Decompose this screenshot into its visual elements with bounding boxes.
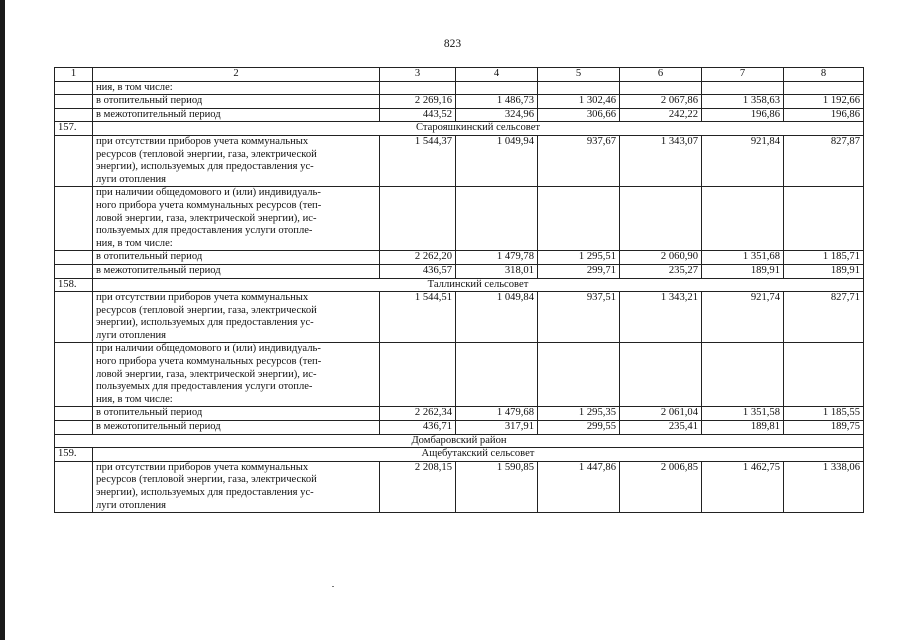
value-cell: 1 486,73 [456,95,538,109]
description-line: ния, в том числе: [96,237,173,249]
row-number [55,343,93,407]
description-line: при отсутствии приборов учета коммунальных [96,292,309,304]
value-cell [784,187,864,251]
row-number [55,292,93,343]
column-number-6: 6 [620,68,702,82]
table-row [55,448,864,462]
value-cell: 1 544,51 [380,292,456,343]
value-cell [784,81,864,95]
section-title: Таллинский сельсовет [93,278,864,292]
table-row [55,251,864,265]
value-cell: 1 351,68 [702,251,784,265]
row-description [93,264,380,278]
value-cell: 921,74 [702,292,784,343]
value-cell: 189,91 [784,264,864,278]
column-number-7: 7 [702,68,784,82]
description-line: луги отопления [96,499,167,511]
table-row [55,292,864,343]
scan-edge-bar [0,0,5,640]
row-description [93,461,380,512]
description-line: ловой энергии, газа, электрической энергии), ис- [96,368,317,380]
value-cell: 1 295,35 [538,407,620,421]
table-row [55,407,864,421]
table-row [55,95,864,109]
row-description [93,81,380,95]
row-description [93,343,380,407]
value-cell: 1 462,75 [702,461,784,512]
section-title: Старояшкинский сельсовет [93,122,864,136]
description-line: энергии), используемых для предоставления ус- [96,487,314,498]
row-description [93,421,380,435]
section-number: 157. [55,122,93,136]
value-cell: 1 302,46 [538,95,620,109]
value-cell: 1 049,84 [456,292,538,343]
value-cell: 436,71 [380,421,456,435]
description-line: при отсутствии приборов учета коммунальных [96,461,309,473]
value-cell: 2 006,85 [620,461,702,512]
value-cell [456,81,538,95]
value-cell: 1 351,58 [702,407,784,421]
description-line: в межотопительный период [96,264,221,276]
district-title: Домбаровский район [55,434,864,448]
row-description [93,407,380,421]
value-cell: 196,86 [702,108,784,122]
value-cell: 827,87 [784,135,864,186]
row-number [55,187,93,251]
value-cell: 1 479,68 [456,407,538,421]
value-cell: 1 358,63 [702,95,784,109]
table-row [55,278,864,292]
column-number-4: 4 [456,68,538,82]
row-number [55,407,93,421]
value-cell: 242,22 [620,108,702,122]
column-number-5: 5 [538,68,620,82]
value-cell [702,81,784,95]
value-cell: 443,52 [380,108,456,122]
description-line: ния, в том числе: [96,81,173,93]
value-cell: 1 544,37 [380,135,456,186]
table-row [55,81,864,95]
section-number: 159. [55,448,93,462]
table-row [55,187,864,251]
value-cell: 299,71 [538,264,620,278]
table-row [55,434,864,448]
row-number [55,108,93,122]
value-cell: 189,81 [702,421,784,435]
value-cell: 235,41 [620,421,702,435]
value-cell: 436,57 [380,264,456,278]
row-description [93,108,380,122]
description-line: в отопительный период [96,251,203,263]
table-row [55,421,864,435]
section-title: Ащебутакский сельсовет [93,448,864,462]
description-line: в межотопительный период [96,108,221,120]
value-cell: 937,51 [538,292,620,343]
column-number-2: 2 [93,68,380,82]
row-description [93,292,380,343]
row-description [93,251,380,265]
row-number [55,421,93,435]
row-description [93,95,380,109]
description-line: при наличии общедомового и (или) индивидуаль- [96,343,321,355]
value-cell: 2 262,34 [380,407,456,421]
section-number: 158. [55,278,93,292]
value-cell: 1 338,06 [784,461,864,512]
description-line: при наличии общедомового и (или) индивидуаль- [96,187,321,199]
value-cell: 937,67 [538,135,620,186]
value-cell: 1 185,55 [784,407,864,421]
table-row [55,461,864,512]
value-cell [620,187,702,251]
value-cell: 1 343,21 [620,292,702,343]
description-line: ловой энергии, газа, электрической энергии), ис- [96,212,317,224]
description-line: луги отопления [96,329,167,341]
table-row [55,343,864,407]
value-cell: 317,91 [456,421,538,435]
row-number [55,251,93,265]
value-cell: 1 479,78 [456,251,538,265]
value-cell: 318,01 [456,264,538,278]
value-cell: 1 192,66 [784,95,864,109]
value-cell: 2 262,20 [380,251,456,265]
value-cell: 1 185,71 [784,251,864,265]
value-cell: 921,84 [702,135,784,186]
table-row [55,108,864,122]
value-cell [380,343,456,407]
value-cell [456,343,538,407]
value-cell: 324,96 [456,108,538,122]
description-line: ресурсов (тепловой энергии, газа, электрической [96,474,317,486]
value-cell [538,187,620,251]
row-number [55,81,93,95]
value-cell: 827,71 [784,292,864,343]
value-cell: 2 208,15 [380,461,456,512]
row-description [93,187,380,251]
description-line: пользуемых для предоставления услуги отопле- [96,381,313,393]
description-line: луги отопления [96,173,167,185]
value-cell: 189,75 [784,421,864,435]
row-number [55,135,93,186]
page-number: 823 [443,38,462,50]
description-line: ного прибора учета коммунальных ресурсов (теп- [96,199,322,211]
value-cell [380,187,456,251]
value-cell: 2 269,16 [380,95,456,109]
value-cell: 1 295,51 [538,251,620,265]
table-row [55,264,864,278]
value-cell [620,81,702,95]
description-line: при отсутствии приборов учета коммунальных [96,135,309,147]
column-number-3: 3 [380,68,456,82]
value-cell [702,187,784,251]
value-cell [702,343,784,407]
column-number-1: 1 [55,68,93,82]
value-cell: 2 060,90 [620,251,702,265]
value-cell [538,81,620,95]
value-cell [380,81,456,95]
description-line: ресурсов (тепловой энергии, газа, электрической [96,304,317,316]
value-cell: 196,86 [784,108,864,122]
value-cell: 1 447,86 [538,461,620,512]
value-cell: 189,91 [702,264,784,278]
description-line: в отопительный период [96,407,203,419]
description-line: в межотопительный период [96,421,221,433]
description-line: ного прибора учета коммунальных ресурсов (теп- [96,356,322,368]
table-row [55,122,864,136]
value-cell [620,343,702,407]
row-description [93,135,380,186]
value-cell: 1 343,07 [620,135,702,186]
value-cell: 2 067,86 [620,95,702,109]
value-cell: 1 590,85 [456,461,538,512]
table-row [55,135,864,186]
column-number-8: 8 [784,68,864,82]
scan-speck [332,586,334,587]
tariff-table [54,67,864,513]
value-cell: 2 061,04 [620,407,702,421]
value-cell: 306,66 [538,108,620,122]
row-number [55,95,93,109]
description-line: пользуемых для предоставления услуги отопле- [96,225,313,237]
description-line: энергии), используемых для предоставления ус- [96,161,314,173]
description-line: в отопительный период [96,95,203,107]
value-cell [784,343,864,407]
description-line: ния, в том числе: [96,393,173,405]
row-number [55,461,93,512]
value-cell: 1 049,94 [456,135,538,186]
value-cell [538,343,620,407]
description-line: энергии), используемых для предоставления ус- [96,317,314,329]
value-cell: 299,55 [538,421,620,435]
value-cell [456,187,538,251]
description-line: ресурсов (тепловой энергии, газа, электрической [96,148,317,160]
header-row [55,68,864,82]
row-number [55,264,93,278]
value-cell: 235,27 [620,264,702,278]
